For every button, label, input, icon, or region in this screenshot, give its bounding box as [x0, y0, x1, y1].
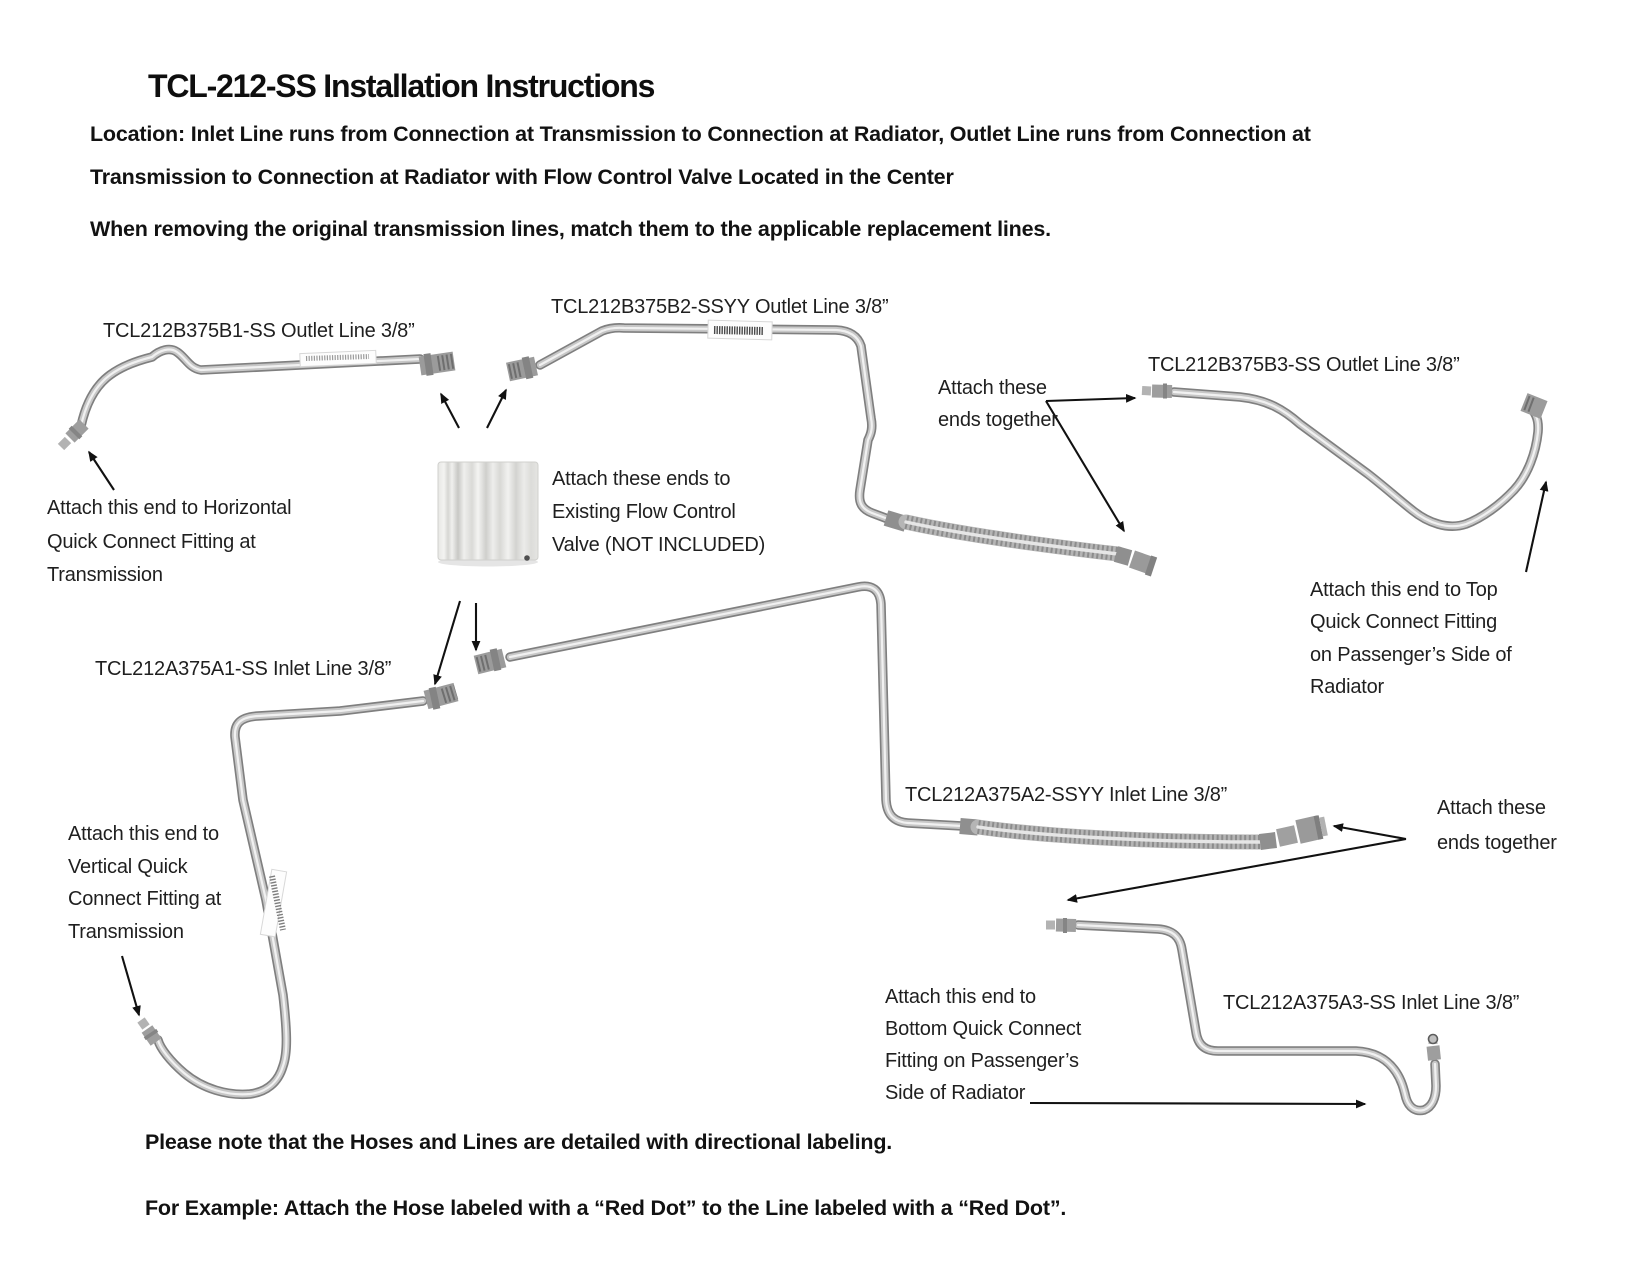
attach-vertical-line-2: Vertical Quick [68, 855, 188, 878]
attach-together-right-note [1437, 791, 1557, 861]
part-label-b1: TCL212B375B1-SS Outlet Line 3/8” [103, 320, 415, 342]
location-text-line-2: Transmission to Connection at Radiator with Flow Control Valve Located in the Center [90, 165, 954, 189]
attach-bottom-radiator-line-2: Bottom Quick Connect [885, 1018, 1082, 1040]
part-label-b3: TCL212B375B3-SS Outlet Line 3/8” [1148, 354, 1460, 376]
arrow-valve-to-a1 [435, 601, 460, 684]
flow-control-valve-photo [438, 462, 538, 567]
attach-vertical-line-1: Attach this end to [68, 823, 219, 845]
tube-photo-b3 [1142, 391, 1544, 527]
part-label-a1: TCL212A375A1-SS Inlet Line 3/8” [95, 658, 392, 680]
tube-photo-b1 [61, 350, 454, 447]
attach-top-radiator-line-4: Radiator [1310, 676, 1384, 699]
attach-valve-line-2: Existing Flow Control [552, 501, 736, 523]
attach-top-radiator-note [1310, 574, 1512, 704]
attach-horizontal-line-3: Transmission [47, 564, 163, 586]
page-title: TCL-212-SS Installation Instructions [148, 68, 655, 104]
attach-together-top-note [938, 372, 1058, 436]
attach-vertical-line-3: Connect Fitting at [68, 888, 222, 911]
attach-horizontal-line-2: Quick Connect Fitting at [47, 530, 256, 553]
attach-bottom-radiator-note [885, 981, 1081, 1109]
attach-horizontal-note [47, 492, 291, 593]
attach-valve-note [552, 463, 765, 562]
part-label-a3: TCL212A375A3-SS Inlet Line 3/8” [1223, 992, 1520, 1014]
arrow-valve-to-b2 [487, 390, 506, 428]
footer-note-1: Please note that the Hoses and Lines are detailed with directional labeling. [145, 1130, 893, 1154]
attach-top-radiator-line-2: Quick Connect Fitting [1310, 611, 1497, 634]
intro-text: When removing the original transmission lines, match them to the applicable replacement lines. [90, 217, 1051, 241]
arrow-together-to-a2-hose [1334, 826, 1406, 839]
part-label-a2: TCL212A375A2-SSYY Inlet Line 3/8” [905, 784, 1228, 806]
arrow-to-a1-vertical-end [122, 956, 139, 1015]
tube-photo-a3 [1046, 925, 1438, 1111]
attach-valve-line-1: Attach these ends to [552, 468, 731, 490]
attach-bottom-radiator-line-4: Side of Radiator [885, 1082, 1026, 1104]
attach-valve-line-3: Valve (NOT INCLUDED) [552, 534, 766, 556]
arrow-to-b1-end [89, 452, 114, 490]
attach-together-top-line-2: ends together [938, 409, 1058, 431]
attach-together-top-line-1: Attach these [938, 377, 1047, 399]
footer-note-2: For Example: Attach the Hose labeled with a “Red Dot” to the Line labeled with a “Red Dot”. [145, 1196, 1067, 1220]
attach-top-radiator-line-1: Attach this end to Top [1310, 579, 1498, 601]
arrow-together-to-b3 [1046, 398, 1135, 401]
attach-top-radiator-line-3: on Passenger’s Side of [1310, 643, 1512, 666]
attach-bottom-radiator-line-1: Attach this end to [885, 986, 1036, 1008]
attach-horizontal-line-1: Attach this end to Horizontal [47, 497, 292, 519]
part-label-b2: TCL212B375B2-SSYY Outlet Line 3/8” [551, 296, 889, 318]
attach-vertical-line-4: Transmission [68, 921, 184, 944]
attach-vertical-note [68, 818, 221, 949]
attach-bottom-radiator-line-3: Fitting on Passenger’s [885, 1050, 1079, 1072]
location-text-line-1: Location: Inlet Line runs from Connection at Transmission to Connection at Radiator, Outlet Line runs from Connection at [90, 122, 1311, 146]
arrow-to-b3-radiator-end [1526, 482, 1546, 572]
attach-together-right-line-1: Attach these [1437, 797, 1546, 819]
arrow-valve-to-b1 [441, 394, 459, 428]
attach-together-right-line-2: ends together [1437, 832, 1557, 854]
